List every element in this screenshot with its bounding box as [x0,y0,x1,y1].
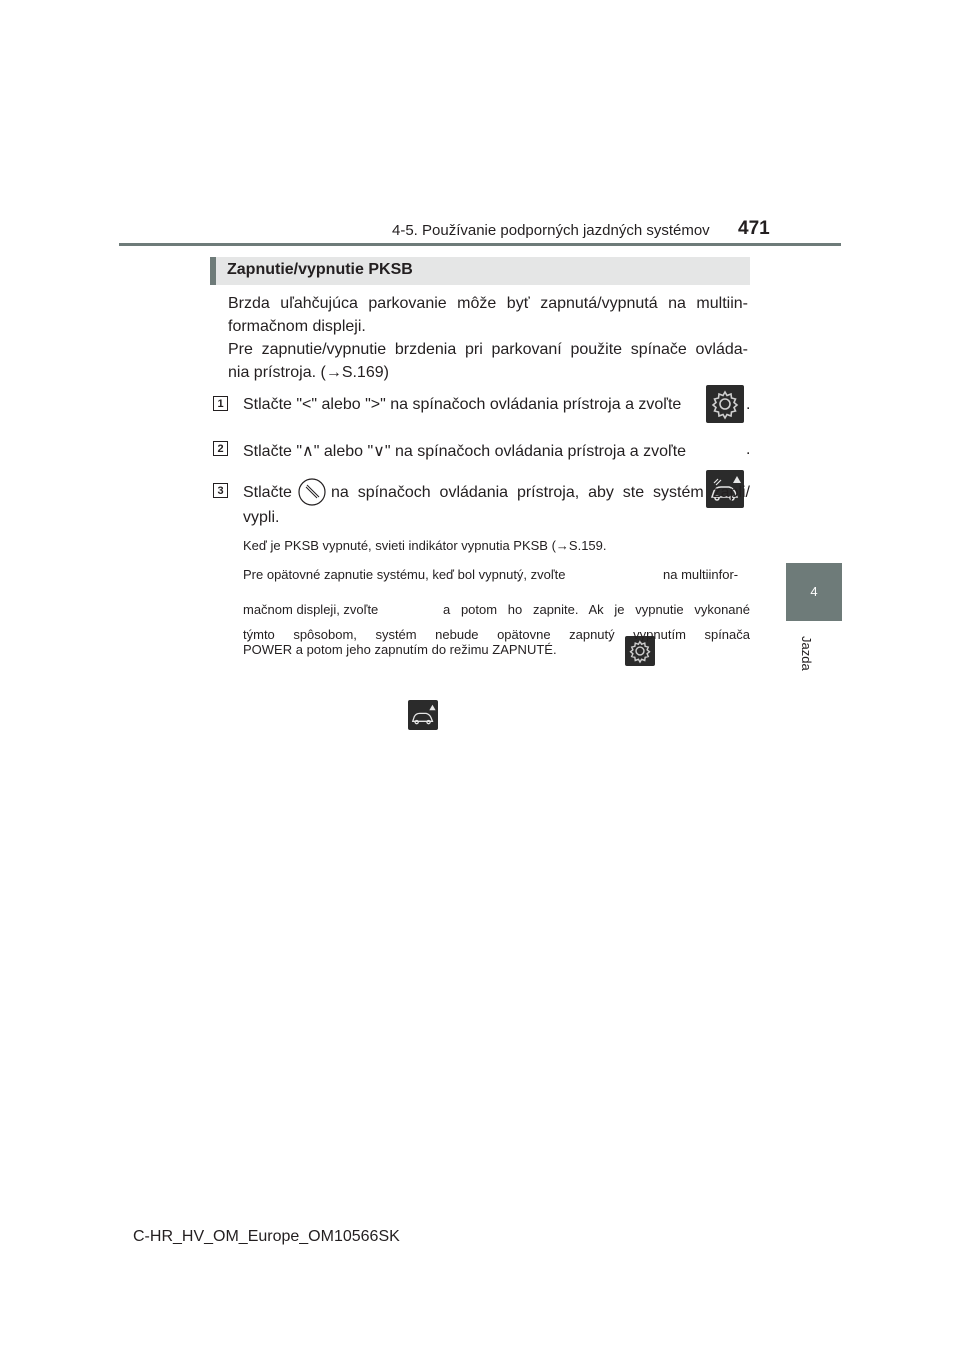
note-2-line-4: POWER a potom jeho zapnutím do režimu ZAPNUTÉ. [243,642,557,657]
step-3-text-after: na spínačoch ovládania prístroja, aby ste systém zapli/ [331,484,750,501]
step-1-number: 1 [213,396,228,411]
intro-line-1: Brzda uľahčujúca parkovanie môže byť zapnutá/vypnutá na multiin- [228,295,748,312]
step-3-text-before: Stlačte [243,484,292,501]
step-2-suffix: . [746,441,751,458]
note-2-part-1: Pre opätovné zapnutie systému, keď bol vypnutý, zvoľte [243,567,566,582]
chapter-tab: 4 [786,563,842,621]
header-rule [119,243,841,246]
note-1: Keď je PKSB vypnuté, svieti indikátor vypnutia PKSB (→S.159. [243,538,607,553]
section-heading-text: Zapnutie/vypnutie PKSB [227,261,413,278]
note-2-part-4: a potom ho zapnite. Ak je vypnutie vykonané [443,602,750,617]
step-1-label: Stlačte "<" alebo ">" na spínačoch ovládania prístroja a zvoľte [243,396,682,413]
step-2-text [243,441,686,461]
step-1-text [243,396,681,414]
step-2-label: Stlačte "∧" alebo "∨" na spínačoch ovládania prístroja a zvoľte [243,443,687,460]
header-section-title: 4-5. Používanie podporných jazdných systémov [392,222,710,239]
intro-line-4: nia prístroja. (→S.169) [228,364,389,381]
step-3-text-line2: vypli. [243,509,280,526]
note-car-warning-icon [408,700,438,730]
page-number: 471 [738,218,770,239]
step-2-number: 2 [213,441,228,456]
footer-document-code: C-HR_HV_OM_Europe_OM10566SK [133,1228,400,1245]
step-3-number: 3 [213,483,228,498]
section-heading [210,257,750,285]
step-1-suffix: . [746,396,751,413]
intro-line-2: formačnom displeji. [228,318,366,335]
note-2-line-3: týmto spôsobom, systém nebude opätovne zapnutý vypnutím spínača [243,627,750,642]
settings-gear-icon [706,385,744,423]
note-2-part-2: na multiinfor- [663,567,739,582]
note-2-part-3: mačnom displeji, zvoľte [243,602,379,617]
intro-line-3: Pre zapnutie/vypnutie brzdenia pri parkovaní použite spínače ovláda- [228,341,748,358]
ok-button-icon [297,477,327,507]
chapter-label: Jazda [799,636,814,671]
